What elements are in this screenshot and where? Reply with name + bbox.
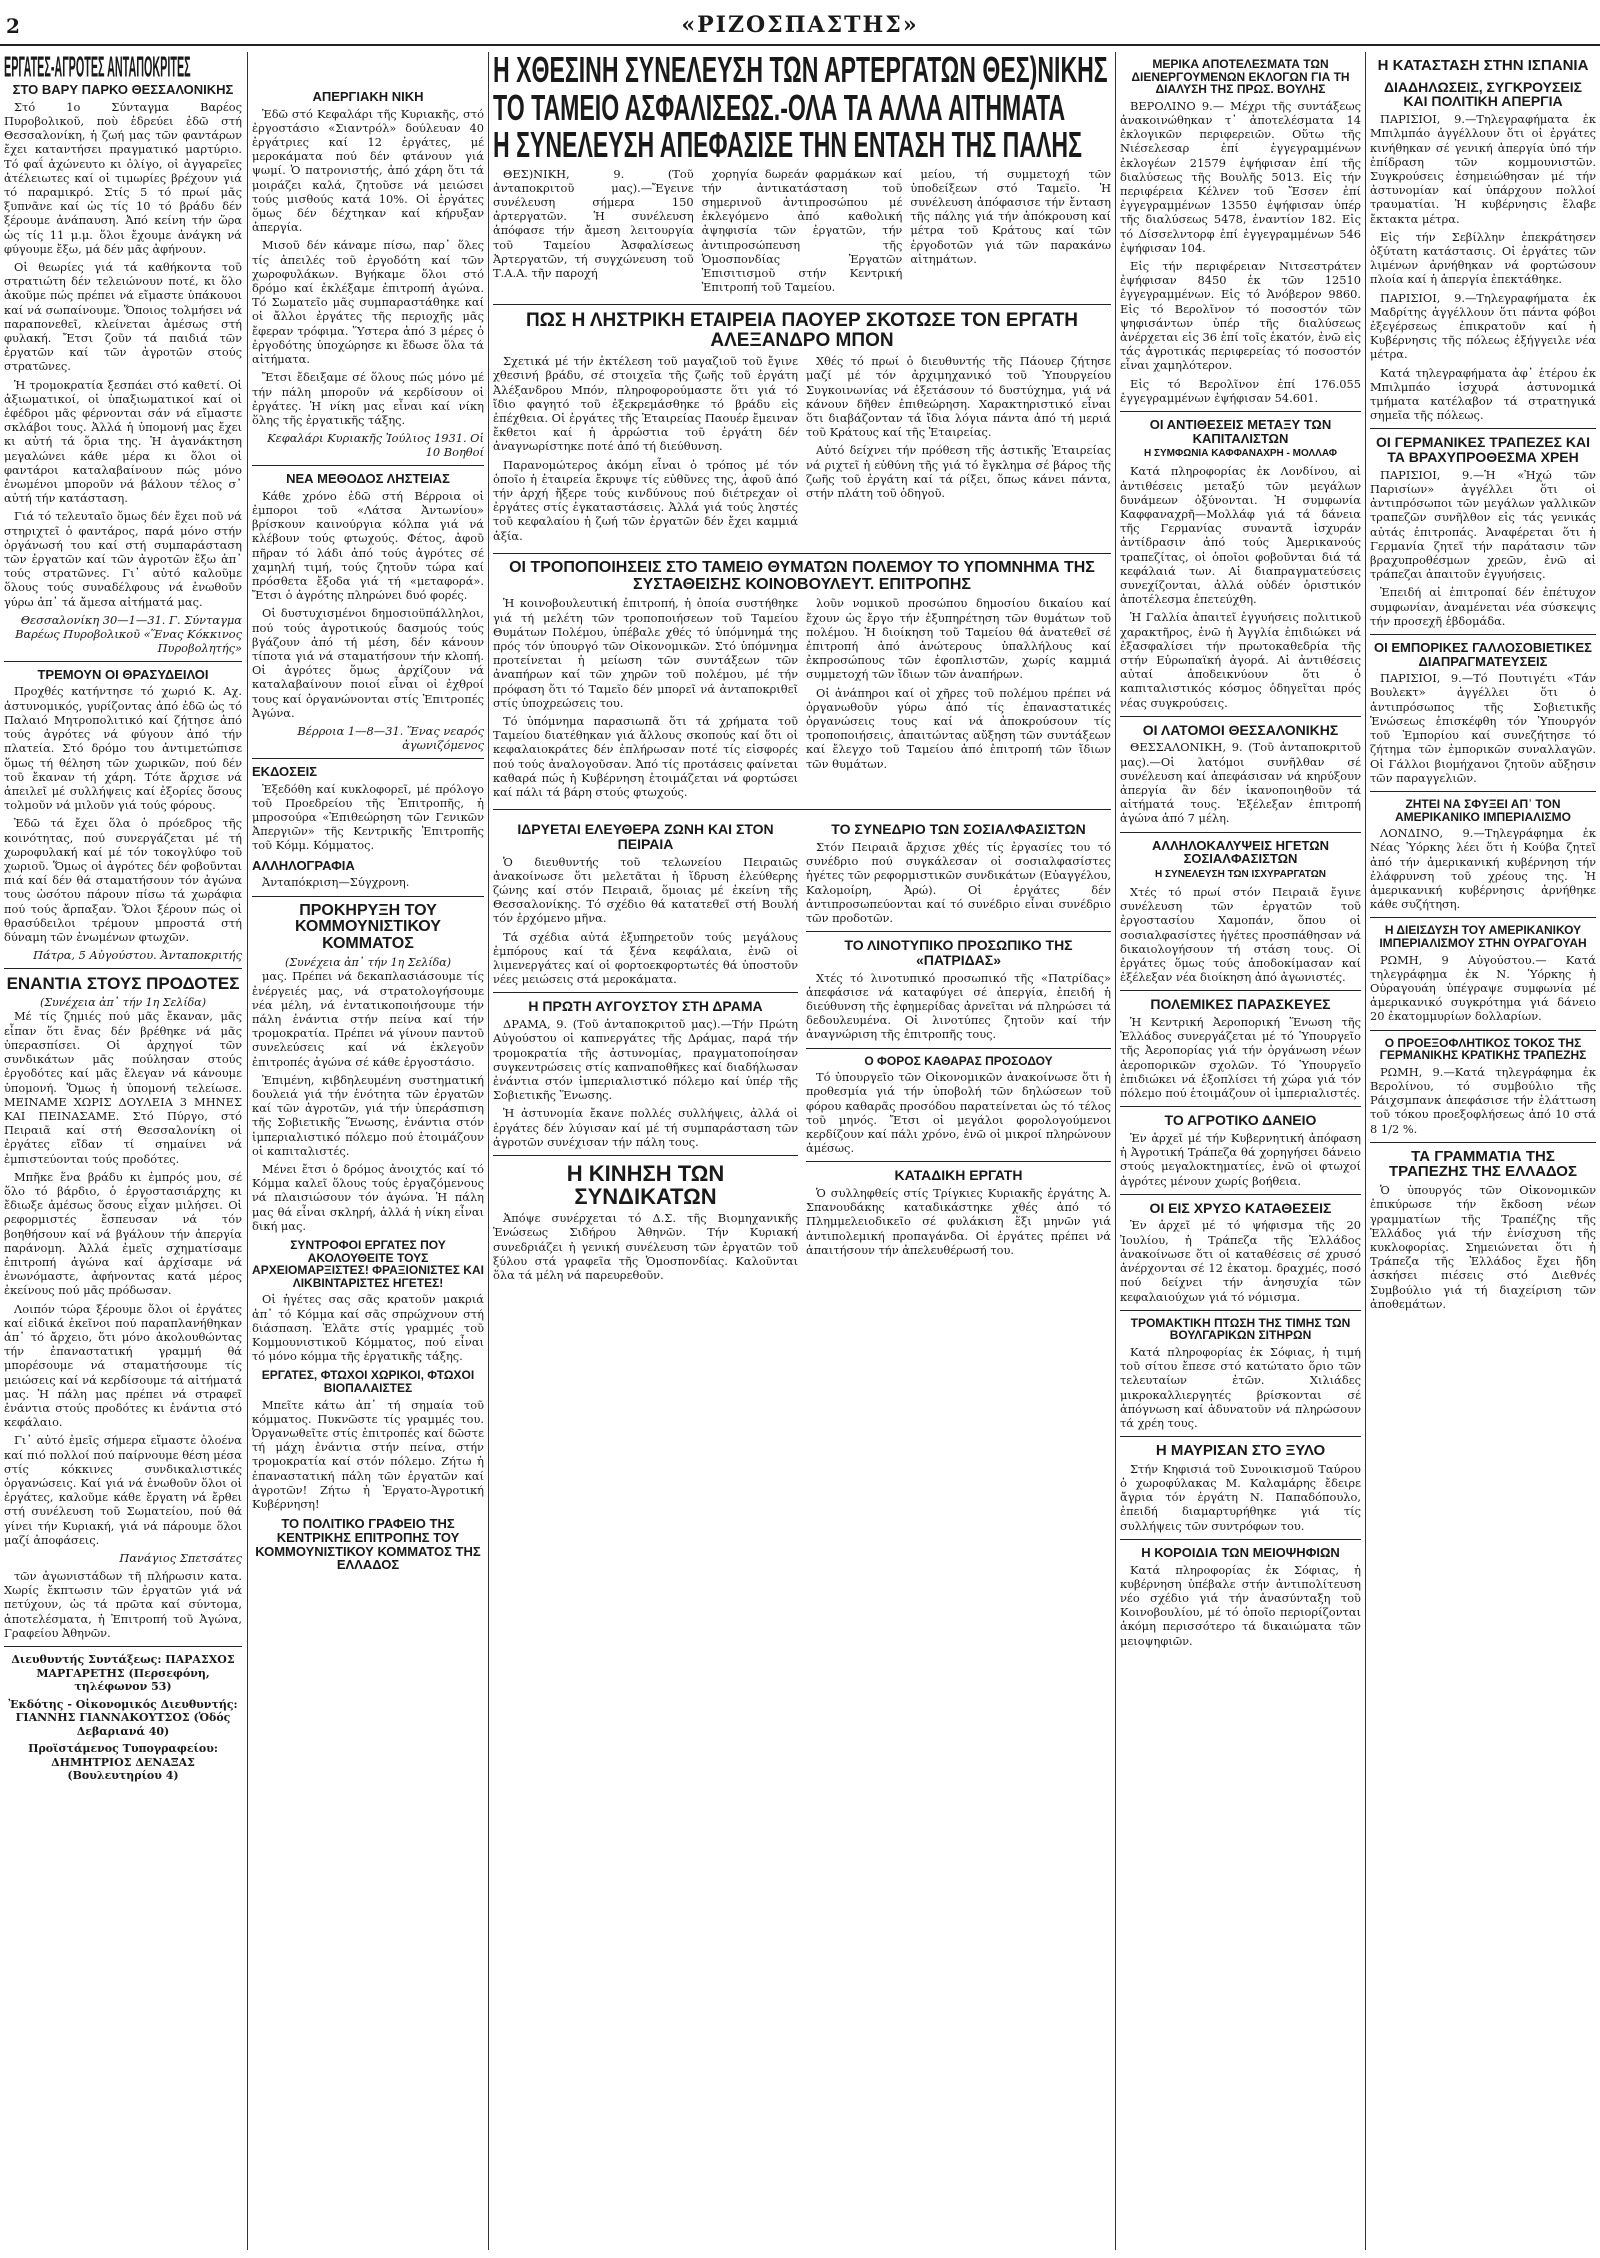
article-headline: ΚΑΤΑΔΙΚΗ ΕΡΓΑΤΗ bbox=[894, 1167, 1023, 1184]
article-text: μείου, τή συμμετοχή τῶν ὑποδείξεων στό Ταμεῖο. Ἡ συνέλευση ἀπόφασισε τήν ἔνταση τῆς πάλης γιά τήν ἀπόκρουση καί μέτρα τοῦ Κράτους καί τῶν ἐργοδοτῶν γιά τῶν παρακάνω αἰτημάτων. bbox=[910, 166, 1111, 266]
article-text: ΡΩΜΗ, 9 Αὐγούστου.— Κατά τηλεγράφημα ἐκ Ν. Ὑόρκης ἡ Οὐραγουάη ὑπέγραψε συμφωνία μέ ἀμερικανικό συγκρότημα γιά δάνειο 20 ἑκατομμυρίων δολλαρίων. bbox=[1370, 952, 1596, 1024]
article-headline: Η ΚΟΡΟΙΔΙΑ ΤΩΝ ΜΕΙΟΨΗΦΙΩΝ bbox=[1141, 1544, 1340, 1560]
page-number: 2 bbox=[6, 14, 20, 38]
article-text: Κατά πληροφορίας ἐκ Λονδίνου, αἱ ἀντιθέσεις μεταξύ τῶν μεγάλων δυνάμεων ὀξύνονται. Ἡ συμφωνία Καφφαναχρῆ—Μολλάφ γιά τά δάνεια τῆς Γερμανίας συναντᾶ ἰσχυράν ἀντίδρασιν ἀπό τούς Ἀμερικανούς τραπεζίτας, οἱ ὁποῖοι φοβοῦνται διά τά κεφάλαιά των. Αἱ διαπραγματεύσεις συνεχίζονται, ἀλλά οὐδέν ὁριστικόν ἀποτέλεσμα ἐπετεύχθη. bbox=[1120, 464, 1361, 607]
article-text: Κατά πληροφορίας ἐκ Σόφιας, ἡ κυβέρνηση ὑπέβαλε στήν ἀντιπολίτευση νέο σχέδιο γιά τήν ἀνασύνταξη τοῦ Κοινοβουλίου, μέ τό ὁποῖο περιορίζονται ἀκόμη περισσότερο τά δικαιώματα τῶν μειοψηφιῶν. bbox=[1120, 1562, 1361, 1648]
article-text: Ἐπειδή αἱ ἐπιτροπαί δέν ἐπέτυχον συμφωνίαν, ἀναμένεται νέα σύσκεψις τήν προσεχῆ ἑβδομάδα. bbox=[1370, 585, 1596, 628]
divider bbox=[806, 931, 1111, 932]
article-headline: ΠΡΟΚΗΡΥΞΗ ΤΟΥ ΚΟΜΜΟΥΝΙΣΤΙΚΟΥ ΚΟΜΜΑΤΟΣ bbox=[295, 901, 441, 953]
divider bbox=[1120, 990, 1361, 991]
article-text: Ἀνταπόκριση—Σύγχρονη. bbox=[262, 875, 410, 890]
article-text: Στήν Κηφισιά τοῦ Συνοικισμοῦ Ταύρου ὁ χωροφύλακας Μ. Καλαμάρης ἔδειρε ἄγρια τόν ἐργάτη Ν. Παπαδόπουλο, ἐπειδή διαμαρτυρήθηκε γιά τίς συλλήψεις τῶν συντρόφων του. bbox=[1120, 1461, 1361, 1533]
article-text: Οἱ ἀνάπηροι καί οἱ χῆρες τοῦ πολέμου πρέπει νά ὀργανωθοῦν γύρω ἀπό τίς ἐπαναστατικές ὀργανώσεις τους καί νά ἀποκρούσουν τίς τροποποιήσεις, ἀπαιτώντας αὔξηση τῶν συντάξεων καί ἔλεγχο τοῦ Ταμείου ἀπό ἐπιτροπή τῶν ἴδιων τῶν θυμάτων. bbox=[806, 685, 1111, 771]
divider bbox=[1120, 716, 1361, 717]
article-text: Χτές τό πρωί στόν Πειραιᾶ ἔγινε συνέλευση τῶν ἐργατῶν τοῦ ἐργοστασίου Χαμοπάν, ὅπου οἱ σοσιαλφασίστες ἡγέτες προσπάθησαν νά δικαιολογήσουν τή στάση τους. Οἱ ἐργάτες ὅμως τούς ἀποδοκίμασαν καί ἐξέλεξαν νέα διοίκηση ἀπό ἀγωνιστές. bbox=[1120, 884, 1361, 985]
divider bbox=[1120, 1436, 1361, 1437]
article-text: ΘΕΣ)ΝΙΚΗ, 9. (Τοῦ ἀνταποκριτοῦ μας).—Ἔγεινε συνέλευση σήμερα 150 ἀρτεργατῶν. Ἡ συνέλευση ἀπόφασε τήν ἄμεση λειτουργία τοῦ Ταμείου Ἀσφαλίσεως Ἀρτεργατῶν, τή συγχώνευση τοῦ Τ.Α.Α. τῆν παροχή bbox=[493, 166, 694, 280]
article-text: Λοιπόν τώρα ξέρουμε ὅλοι οἱ ἐργάτες καί εἰδικά ἐκεῖνοι πού παραπλανήθηκαν ἀπ᾽ τό ἄρχειο, ὅτι μόνο ἀκολουθώντας τήν ἐπαναστατική γραμμή θά μπορέσουμε νά σταματήσουμε τίς μειώσεις καί νά κερδίσουμε τά αἰτήματά μας. Ἡ πάλη μας πρέπει νά στραφεῖ ἐνάντια στούς προδότες κι ἐνάντια στό κεφάλαιο. bbox=[4, 1301, 242, 1430]
article-headline: ΤΟ ΣΥΝΕΔΡΙΟ ΤΩΝ ΣΟΣΙΑΛΦΑΣΙΣΤΩΝ bbox=[831, 821, 1086, 838]
article-headline: ΑΛΛΗΛΟΚΑΛΥΨΕΙΣ ΗΓΕΤΩΝ ΣΟΣΙΑΛΦΑΣΙΣΤΩΝ bbox=[1151, 837, 1330, 867]
article-text: ΛΟΝΔΙΝΟ, 9.—Τηλεγράφημα ἐκ Νέας Ὑόρκης λέει ὅτι ἡ Κούβα ζητεῖ ἀπό τήν ἀμερικανική κυβέρνηση τήν ἐλάφρυνση τοῦ χρέους της. Ἡ ἀμερικανική κυβέρνησις ἀρνήθηκε κάθε συζήτηση. bbox=[1370, 826, 1596, 912]
divider bbox=[493, 992, 798, 993]
article-text: μας. Πρέπει νά δεκαπλασιάσουμε τίς ἐνέργειές μας, νά στρατολογήσουμε νέα μέλη, νά ἐντατικοποιήσουμε τήν πάλη ἐνάντια στήν πείνα καί τήν τρομοκρατία. Πρέπει νά γίνουν παντοῦ συνελεύσεις καί νά ἐκλεγοῦν ἐπιτροπές ἀγώνα σέ κάθε ἐργοστάσιο. bbox=[252, 969, 484, 1069]
article-headline: ΝΕΑ ΜΕΘΟΔΟΣ ΛΗΣΤΕΙΑΣ bbox=[286, 471, 450, 487]
article-text: Αὐτό δείχνει τήν πρόθεση τῆς ἀστικῆς Ἑταιρείας νά ριχτεῖ ἡ εὐθύνη τῆς γιά τό ἔγκλημα σέ βάρος τῆς ζωῆς τοῦ ἐργάτη καί τά ρίξει, ὅπως κάνει πάντα, στήν πλάτη τοῦ ὁδηγοῦ. bbox=[806, 443, 1111, 501]
article-text: Ὁ διευθυντής τοῦ τελωνείου Πειραιῶς ἀνακοίνωσε ὅτι μελετᾶται ἡ ἵδρυση ἐλεύθερης ζώνης καί στόν Πειραιᾶ, ὅμοιας μέ ἐκείνη τῆς Θεσσαλονίκης. Τό σχέδιο θά κατατεθεῖ στή Βουλή τόν ἐρχόμενο μῆνα. bbox=[493, 854, 798, 926]
article-text: ΘΕΣΣΑΛΟΝΙΚΗ, 9. (Τοῦ ἀνταποκριτοῦ μας).—Οἱ λατόμοι συνῆλθαν σέ συνέλευση καί ἀπεφάσισαν νά κηρύξουν ἀπεργία ἂν δέν ἱκανοποιηθοῦν τά αἰτήματά τους. Ἐξέλεξαν ἐπιτροπή ἀγώνα ἀπό 7 μέλη. bbox=[1120, 740, 1361, 826]
article-text: χορηγία δωρεάν φαρμάκων καί τήν ἀντικατάσταση τοῦ σημερινοῦ ἀντιπροσώπου μέ ἐκλεγόμενο ἀπό καθολική ἀψηφισία τῶν ἐργατῶν, τήν ἀντιπροσώπευση τῆς Ὁμοσπονδίας Ἐργατῶν Ἐπισιτισμοῦ στήν Κεντρική Ἐπιτροπή τοῦ Ταμείου. bbox=[701, 166, 903, 295]
article-headline: ΕΡΓΑΤΕΣ, ΦΤΩΧΟΙ ΧΩΡΙΚΟΙ, ΦΤΩΧΟΙ ΒΙΟΠΑΛΑΙΣΤΕΣ bbox=[261, 1368, 475, 1396]
divider bbox=[1120, 1194, 1361, 1195]
article-headline: Η ΜΑΥΡΙΣΑΝ ΣΤΟ ΞΥΛΟ bbox=[1155, 1442, 1326, 1460]
article-text: Χτές τό λινοτυπικό προσωπικό τῆς «Πατρίδας» ἀπεφάσισε νά καταφύγει σέ ἀπεργία, ἐπειδή ἡ διεύθυνση τῆς ἐφημερίδας ἀρνεῖται νά πληρώσει τά δεδουλευμένα. Οἱ λινοτύπες ζητοῦν καί τήν ἀναγνώριση τῆς ἐπιτροπῆς τους. bbox=[806, 970, 1111, 1042]
article-signature: Κεφαλάρι Κυριακῆς Ἰούλιος 1931. Οἱ 10 Βοηθοί bbox=[267, 431, 484, 460]
article-headline: ΖΗΤΕΙ ΝΑ ΣΦΥΞΕΙ ΑΠ᾽ ΤΟΝ ΑΜΕΡΙΚΑΝΙΚΟ ΙΜΠΕΡΙΑΛΙΣΜΟ bbox=[1395, 796, 1571, 824]
divider bbox=[1120, 1106, 1361, 1107]
article-text: Μπῆκε ἕνα βράδυ κι ἐμπρός μου, σέ ὅλο τό βάρδιο, ὁ ἐργοστασιάρχης κι ἔδιωξε ἀμέσως ὅσους εἶχαν μιλήσει. Οἱ ρεφορμιστές ἔσπευσαν νά τόν βοηθήσουν καί νά βγάλουν τήν ἀπεργία παράνομη. Ἀλλά ἐμεῖς σχηματίσαμε ἐπιτροπή ἀγώνα καί ἀρχίσαμε νά ἑνωνόμαστε, ἀφήνοντας κατά μέρος ἐκείνους πού μᾶς πρόδωσαν. bbox=[4, 1169, 242, 1298]
divider bbox=[252, 465, 484, 466]
article-text: Ἔτσι ἔδειξαμε σέ ὅλους πώς μόνο μέ τήν πάλη μποροῦν νά κερδίσουν οἱ ἐργάτες. Ἡ νίκη μας εἶναι καί νίκη ὅλης τῆς ἐργατικῆς τάξης. bbox=[252, 370, 484, 427]
divider bbox=[1370, 428, 1596, 429]
divider bbox=[1370, 634, 1596, 635]
article-text: Ἐν ἀρχεῖ μέ τήν Κυβερνητική ἀπόφαση ἡ Ἀγροτική Τράπεζα θά χορηγήσει δάνειο στούς μεγαλοκτηματίες, ἐνῶ οἱ φτωχοί ἀγρότες μένουν χωρίς βοήθεια. bbox=[1120, 1130, 1361, 1188]
article-headline: ΕΝΑΝΤΙΑ ΣΤΟΥΣ ΠΡΟΔΟΤΕΣ bbox=[6, 974, 240, 994]
article-headline: ΟΙ ΤΡΟΠΟΠΟΙΗΣΕΙΣ ΣΤΟ ΤΑΜΕΙΟ ΘΥΜΑΤΩΝ ΠΟΛΕΜΟΥ ΤΟ ΥΠΟΜΝΗΜΑ ΤΗΣ ΣΥΣΤΑΘΕΙΣΗΣ ΚΟΙΝΟΒΟΥΛΕΥΤ. ΕΠΙΤΡΟΠΗΣ bbox=[509, 558, 1095, 593]
article-headline: ΟΙ ΕΜΠΟΡΙΚΕΣ ΓΑΛΛΟΣΟΒΙΕΤΙΚΕΣ ΔΙΑΠΡΑΓΜΑΤΕΥΣΕΙΣ bbox=[1374, 640, 1592, 669]
divider bbox=[806, 1048, 1111, 1049]
article-subhead: ΔΙΑΔΗΛΩΣΕΙΣ, ΣΥΓΚΡΟΥΣΕΙΣ ΚΑΙ ΠΟΛΙΤΙΚΗ ΑΠΕΡΓΙΑ bbox=[1383, 78, 1583, 110]
divider bbox=[1370, 917, 1596, 918]
article-subhead: (Συνέχεια ἀπ᾽ τήν 1η Σελίδα) bbox=[39, 995, 207, 1009]
article-text: Κατά τηλεγραφήματα ἀφ᾽ ἑτέρου ἐκ Μπιλμπάο ἰσχυρά ἀστυνομικά τμήματα κατέλαβον τά στρατηγικά σημεῖα τῆς πόλεως. bbox=[1370, 365, 1596, 423]
article-text: Οἱ θεωρίες γιά τά καθήκοντα τοῦ στρατιώτη δέν τελειώνουν ποτέ, κι ὅλο ἀκοῦμε πώς πρέπει νά εἴμαστε ὑπάκουοι καί νά σωπαίνουμε. Ὅποιος τολμήσει νά παραπονεθεῖ, κλείνεται ἀμέσως στή φυλακή. Ἔτσι ζοῦν τά παιδιά τῶν ἐργατῶν καί τῶν ἀγροτῶν στούς στρατῶνες. bbox=[4, 259, 242, 374]
article-text: Μισοῦ δέν κάναμε πίσω, παρ᾽ ὅλες τίς ἀπειλές τοῦ ἐργοδότη καί τῶν χωροφυλάκων. Βγήκαμε ὅλοι στό δρόμο καί ἐκλέξαμε ἐπιτροπή ἀγώνα. Τό Σωματεῖο μᾶς συμπαραστάθηκε καί οἱ ἄλλοι ἐργάτες τῆς περιοχῆς μᾶς ἔφεραν τρόφιμα. Ὕστερα ἀπό 3 μέρες ὁ ἐργοδότης ὑποχώρησε κι ἔδωσε ὅλα τά αἰτήματα. bbox=[252, 238, 484, 367]
article-text: Εἰς τήν περιφέρειαν Νιτσεστράτεν ἐψήφισαν 8450 ἐκ τῶν 12510 ἐγγεγραμμένων. Εἰς τό Ἀνόβερον 9860. Εἰς τό Βερολῖνον τό ποσοστόν τῶν ψηφισάντων ὑπέρ τῆς διαλύσεως ἀνέρχεται εἰς 36 ἐπί τοῖς ἑκατόν, ἐνῶ εἰς τάς ἀγροτικάς περιφερείας τό ποσοστόν εἶναι χαμηλότερον. bbox=[1120, 259, 1361, 373]
main-banner-line-3: Η ΣΥΝΕΛΕΥΣΗ ΑΠΕΦΑΣΙΣΕ ΤΗΝ ΕΝΤΑΣΗ ΤΗΣ ΠΑΛΗΣ bbox=[493, 125, 1082, 166]
article-headline: ΑΛΛΗΛΟΓΡΑΦΙΑ bbox=[252, 857, 355, 873]
article-text: Μέ τίς ζημιές πού μᾶς ἔκαναν, μᾶς εἶπαν ὅτι ἔνας δέν βρέθηκε νά μᾶς ὑπερασπίσει. Οἱ ἀρχηγοί τῶν συνδικάτων μᾶς πούλησαν στούς ἐργοδότες καί μᾶς ἔλεγαν νά κάνουμε ὑπομονή. Ὅμως ἡ ὑπομονή τελείωσε. ΜΕΙΝΑΜΕ ΧΩΡΙΣ ΔΟΥΛΕΙΑ 3 ΜΗΝΕΣ ΚΑΙ ΠΕΙΝΑΣΑΜΕ. Στό Πύργο, στό Πειραιᾶ καί στή Θεσσαλονίκη οἱ ἐργάτες εἴδαν τί σημαίνει νά ἐμπιστεύονται τούς προδότες. bbox=[4, 1009, 242, 1166]
article-text: Τό ὑπουργεῖο τῶν Οἰκονομικῶν ἀνακοίνωσε ὅτι ἡ προθεσμία γιά τήν ὑποβολή τῶν δηλώσεων τοῦ φόρου καθαρᾶς προσόδου παρατείνεται ὡς τό τέλος τοῦ μηνός. Ἔτσι οἱ μεγάλοι φορολογούμενοι κερδίζουν καί πάλι χρόνο, ἐνῶ οἱ μικροί πληρώνουν ἀμέσως. bbox=[806, 1070, 1111, 1156]
article-headline: ΤΡΟΜΑΚΤΙΚΗ ΠΤΩΣΗ ΤΗΣ ΤΙΜΗΣ ΤΩΝ ΒΟΥΛΓΑΡΙΚΩΝ ΣΙΤΗΡΩΝ bbox=[1130, 1315, 1351, 1343]
divider bbox=[252, 758, 484, 759]
article-text: ΠΑΡΙΣΙΟΙ, 9.—Τηλεγραφήματα ἐκ Μαδρίτης ἀγγέλλουν ὅτι πάντα φόβοι ἐξεγέρσεως ἐπικρατοῦν καί ἡ Κυβέρνησις τῆς πόλεως ἐξήγγειλε νέα μέτρα. bbox=[1370, 290, 1596, 362]
column-2 bbox=[252, 52, 484, 2250]
column-rule bbox=[488, 52, 489, 2250]
divider bbox=[1370, 1030, 1596, 1031]
article-text: Ὁ συλληφθείς στίς Τρίγκιες Κυριακῆς ἐργάτης Ἀ. Σπανουδάκης καταδικάστηκε χθές ἀπό τό Πλημμελειοδικεῖο σέ φυλάκιση ἕξι μηνῶν γιά ἀντιπολεμική προπαγάνδα. Οἱ ἐργάτες πρέπει νά ἀπαιτήσουν τήν ἀπελευθέρωσή του. bbox=[806, 1186, 1111, 1257]
article-text: Ἐν ἀρχεῖ μέ τό ψήφισμα τῆς 20 Ἰουλίου, ἡ Τράπεζα τῆς Ἑλλάδος ἀνακοίνωσε ὅτι οἱ καταθέσεις σέ χρυσό ἀνέρχονται σέ 12 ἑκατομ. δραχμές, ποσό πού δείχνει τήν ἀνησυχία τῶν κεφαλαιούχων γιά τό νόμισμα. bbox=[1120, 1218, 1361, 1304]
article-headline: ΟΙ ΛΑΤΟΜΟΙ ΘΕΣΣΑΛΟΝΙΚΗΣ bbox=[1142, 721, 1339, 738]
article-headline: ΠΟΛΕΜΙΚΕΣ ΠΑΡΑΣΚΕΥΕΣ bbox=[1150, 996, 1331, 1013]
article-subhead: Η ΣΥΝΕΛΕΥΣΗ ΤΩΝ ΙΣΧΥΡΑΡΓΑΤΩΝ bbox=[1155, 868, 1326, 880]
article-signature: Πάτρα, 5 Αὐγούστου. Ἀνταποκριτής bbox=[33, 948, 242, 963]
article-text: Ὁ ὑπουργός τῶν Οἰκονομικῶν ἐπικύρωσε τήν ἔκδοση νέων γραμματίων τῆς Τραπέζης τῆς Ἑλλάδος γιά τήν ἐνίσχυση τῆς κυκλοφορίας. Σημειώνεται ὅτι ἡ Τράπεζα τῆς Ἑλλάδος ἔχει ἤδη ἀσκήσει πιέσεις στό Διεθνές Συμβούλιο γιά τή διαχείριση τῶν ἀποθεμάτων. bbox=[1370, 1183, 1596, 1311]
article-text: Γιά τό τελευταῖο ὅμως δέν ἔχει ποῦ νά στηριχτεῖ ὁ φαντάρος, παρά μόνο στήν ὀργάνωσή του καί στή συμπαράσταση τῶν ἐργατῶν καί τῶν ἀγροτῶν ἔξω ἀπ᾽ τούς στρατῶνες. Γι᾽ αὐτό καλοῦμε ὅλους τούς συναδέλφους νά ἑνωθοῦν γύρω ἀπ᾽ τά ἄμεσα αἰτήματά μας. bbox=[4, 509, 242, 609]
divider bbox=[493, 1155, 798, 1156]
divider bbox=[1120, 1539, 1361, 1540]
article-text: ΠΑΡΙΣΙΟΙ, 9.—Ἡ «Ἠχώ τῶν Παρισίων» ἀγγέλλει ὅτι οἱ ἀντιπρόσωποι τῶν μεγάλων γαλλικῶν τραπεζῶν συνῆλθον εἰς τάς γενικάς αὐτάς ἐπιτροπάς. Ἀναφέρεται ὅτι ἡ Γερμανία ζητεῖ τήν παράτασιν τῶν βραχυπροθέσμων χρεῶν, ἐνῶ αἱ τράπεζαι ἀπαιτοῦν ἐγγυήσεις. bbox=[1370, 467, 1596, 582]
article-text: Κατά πληροφορίας ἐκ Σόφιας, ἡ τιμή τοῦ σίτου ἔπεσε στό κατώτατο ὅριο τῶν τελευταίων ἐτῶν. Χιλιάδες μικροκαλλιεργητές βρίσκονται σέ ἀπόγνωση καί ἀδυνατοῦν νά πληρώσουν τά χρέη τους. bbox=[1120, 1344, 1361, 1430]
article-headline: ΣΥΝΤΡΟΦΟΙ ΕΡΓΑΤΕΣ ΠΟΥ ΑΚΟΛΟΥΘΕΙΤΕ ΤΟΥΣ ΑΡΧΕΙΟΜΑΡΞΙΣΤΕΣ! ΦΡΑΞΙΟΝΙΣΤΕΣ ΚΑΙ ΛΙΚΒΙΝΤΑΡΙΣΤΕΣ ΗΓΕΤΕΣ! bbox=[252, 1238, 484, 1290]
article-headline: ΟΙ ΑΝΤΙΘΕΣΕΙΣ ΜΕΤΑΞΥ ΤΩΝ ΚΑΠΙΤΑΛΙΣΤΩΝ bbox=[1149, 417, 1332, 446]
article-text: Ἀπόψε συνέρχεται τό Δ.Σ. τῆς Βιομηχανικῆς Ἑνώσεως Σιδήρου Ἀθηνῶν. Τήν Κυριακή συνεδριάζει ἡ γενική συνέλευση τῶν ἐργατῶν τοῦ ξύλου στά γραφεῖα τῆς Ὁμοσπονδίας. Καλοῦνται ὅλα τά μέλη νά παρευρεθοῦν. bbox=[493, 1211, 798, 1282]
article-text: ΠΑΡΙΣΙΟΙ, 9.—Τηλεγραφήματα ἐκ Μπιλμπάο ἀγγέλλουν ὅτι οἱ ἐργάτες κινήθηκαν σέ γενική ἀπεργία ὑπό τήν ἐπίδραση τῶν κομμουνιστῶν. Συγκρούσεις ἐσημειώθησαν μέ τήν ἀστυνομίαν καί ὑπάρχουν πολλοί τραυματίαι. Ἡ κυβέρνησις ἔλαβε ἔκτακτα μέτρα. bbox=[1370, 112, 1596, 226]
article-text: Ἐξεδόθη καί κυκλοφορεῖ, μέ πρόλογο τοῦ Προεδρείου τῆς Ἐπιτροπῆς, ἡ μπροσούρα «Ἐπιθεώρηση τῶν Γενικῶν Ἀπεργιῶν» τῆς Κεντρικῆς Ἐπιτροπῆς τοῦ Κόμμ. Κόμματος. bbox=[252, 781, 484, 853]
article-text: Χθές τό πρωί ὁ διευθυντής τῆς Πάουερ ζήτησε μαζί μέ τόν ἀρχιμηχανικό τοῦ Ὑπουργείου Συγκοινωνίας νά ἐξετάσουν τό δυστύχημα, γιά νά κάνουν δῆθεν ἐπιθεώρηση. Χαρακτηριστικό εἶναι ὅτι διαβάζονταν τά ἴδια λόγια πάντα ἀπό τή μεριά τοῦ Κράτους καί τῆς Ἑταιρείας. bbox=[806, 354, 1111, 440]
imprint-publisher: Ἐκδότης - Οἰκονομικός Διευθυντής: ΓΙΑΝΝΗΣ ΓΙΑΝΝΑΚΟΥΤΣΟΣ (Ὁδός Δεβαριανά 40) bbox=[8, 1697, 238, 1738]
article-signature: Βέρροια 1—8—31. Ἕνας νεαρός ἀγωνιζόμενος bbox=[297, 724, 484, 752]
article-text: Ἡ ἀστυνομία ἔκανε πολλές συλλήψεις, ἀλλά οἱ ἐργάτες δέν λύγισαν καί μέ τή συμπαράσταση τῶν ἀγροτῶν συνέχισαν τήν πάλη τους. bbox=[493, 1106, 798, 1149]
article-headline: ΤΡΕΜΟΥΝ ΟΙ ΘΡΑΣΥΔΕΙΛΟΙ bbox=[37, 666, 209, 682]
article-signature: Πανάγιος Σπετσάτες bbox=[119, 1551, 242, 1565]
article-headline: ΣΤΟ ΒΑΡΥ ΠΑΡΚΟ ΘΕΣΣΑΛΟΝΙΚΗΣ bbox=[12, 82, 234, 98]
article-text: Τά σχέδια αὐτά ἐξυπηρετοῦν τούς μεγάλους ἐμπόρους καί τά ξένα κεφάλαια, ἐνῶ οἱ λιμενεργάτες καί οἱ φορτοεκφορτωτές θά ὑποστοῦν νέες μειώσεις στά μεροκάματα. bbox=[493, 929, 798, 987]
article-text: τῶν ἀγωνιστάδων τῆ πλήρωσιν κατα. Χωρίς ἔκπτωσιν τῶν ἐργατῶν γιά νά πετύχουν, ὡς τά πρῶτα καί σύντομα, ἀποτελέσματα, ἡ Ἐπιτροπή τοῦ Ἀγώνα, Γραφείου Ἀθηνῶν. bbox=[4, 1569, 242, 1640]
article-text: Οἱ δυστυχισμένοι δημοσιοϋπάλληλοι, πού τούς ἀγροτικούς δασμούς τούς βγάζουν ἀπό τή μέση, δέν κάνουν τίποτα γιά νά σταματήσουν τήν κλοπή. Οἱ ἀγρότες ὅμως ἀρχίζουν νά καταλαβαίνουν ποιοί εἶναι οἱ ἐχθροί τους καί ὀργανώνονται στίς Ἐπιτροπές Ἀγώνα. bbox=[252, 606, 484, 720]
divider bbox=[1120, 1310, 1361, 1311]
article-text: ΠΑΡΙΣΙΟΙ, 9.—Τό Πουτιγέτι «Τάν Βουλεκτ» ἀγγέλλει ὅτι ὁ ἀντιπρόσωπος τῆς Σοβιετικῆς Ἑνώσεως ἐπισκέφθη τόν Ὑπουργόν τοῦ Ἐμπορίου καί συνεζήτησε τό ζήτημα τῶν ἐμπορικῶν συναλλαγῶν. Οἱ Γάλλοι βιομήχανοι ζητοῦν αὔξησιν τῶν παραγγελιῶν. bbox=[1370, 671, 1596, 785]
article-text: Ἐπιμένη, κιβδηλευμένη συστηματική δουλειά γιά τήν ἑνότητα τῶν ἐργατῶν καί τῶν ἀγροτῶν, γιά τήν ὑπεράσπιση τῆς Σοβιετικῆς Ἕνωσης, ἐνάντια στόν ἰμπεριαλιστικό πόλεμο πού ἑτοιμάζουν οἱ καπιταλιστές. bbox=[252, 1072, 484, 1158]
article-text: Σχετικά μέ τήν ἐκτέλεση τοῦ μαγαζιοῦ τοῦ ἔγινε χθεσινή βράδυ, σέ στοιχεῖα τῆς ζωῆς τοῦ ἐργάτη Ἀλέξανδρου Μπόν, πληροφορούμαστε ὅτι γιά τό ἴδιο φαγητό τοῦ ἐξεκρεμάσθηκε τό βράδυ εἰς ἐπέχθεια. Οἱ ἐργάτες τῆς Ἑταιρείας Παουέρ ἔμειναν ἔκθετοι καί ἡ ἀρρώστια τοῦ ἐργάτη δέν ἀναγνωρίστηκε ποτέ ἀπό τή διεύθυνση. bbox=[493, 354, 798, 454]
divider bbox=[1370, 791, 1596, 792]
article-text: Στόν Πειραιᾶ ἄρχισε χθές τίς ἐργασίες του τό συνέδριο πού συγκάλεσαν οἱ σοσιαλφασίστες ἡγέτες τῶν ρεφορμιστικῶν συνδικάτων (Εὐαγγέλου, Καλομοίρη, Ἀρώ). Οἱ ἐργάτες δέν ἀντιπροσωπεύονται καί τό συνέδριο εἶναι συνέδριο τῶν προδοτῶν. bbox=[806, 839, 1111, 925]
divider bbox=[493, 304, 1111, 305]
article-body bbox=[493, 596, 1111, 803]
column-rule bbox=[1365, 52, 1366, 2250]
article-headline: Η ΚΙΝΗΣΗ ΤΩΝ ΣΥΝΔΙΚΑΤΩΝ bbox=[566, 1161, 725, 1210]
article-text: ΔΡΑΜΑ, 9. (Τοῦ ἀνταποκριτοῦ μας).—Τήν Πρώτη Αὐγούστου οἱ καπνεργάτες τῆς Δράμας, παρά τήν τρομοκρατία τῆς ἀστυνομίας, πραγματοποίησαν συγκεντρώσεις στίς καπναποθῆκες καί διαδήλωσαν ἐνάντια στόν ἰμπεριαλιστικό πόλεμο καί ὑπέρ τῆς Σοβιετικῆς Ἕνωσης. bbox=[493, 1017, 798, 1103]
article-headline: Η ΚΑΤΑΣΤΑΣΗ ΣΤΗΝ ΙΣΠΑΝΙΑ bbox=[1377, 57, 1589, 74]
article-headline: Η ΔΙΕΙΣΔΥΣΗ ΤΟΥ ΑΜΕΡΙΚΑΝΙΚΟΥ ΙΜΠΕΡΙΑΛΙΣΜΟΥ ΣΤΗΝ ΟΥΡΑΓΟΥΑΗ bbox=[1379, 923, 1587, 950]
article-text: Μπεῖτε κάτω ἀπ᾽ τή σημαία τοῦ κόμματος. Πυκνῶστε τίς γραμμές του. Ὀργανωθεῖτε στίς ἐπιτροπές καί δῶστε τή μάχη ἐνάντια στήν πείνα, στήν τρομοκρατία καί στόν πόλεμο. Ζήτω ἡ ἐπαναστατική πάλη τῶν ἐργατῶν καί ἀγροτῶν! Ζήτω ἡ Ἐργατο-Ἀγροτική Κυβέρνηση! bbox=[252, 1397, 484, 1512]
imprint-printer: Προϊστάμενος Τυπογραφείου: ΔΗΜΗΤΡΙΟΣ ΔΕΝΑΞΑΣ (Βουλευτηρίου 4) bbox=[28, 1742, 218, 1783]
article-text: Ἡ Κεντρική Ἀεροπορική Ἕνωση τῆς Ἑλλάδος συνεργάζεται μέ τό Ὑπουργεῖο τῆς Ἀεροπορίας γιά τήν ὀργάνωση νέων ἀεροπορικῶν σχολῶν. Τό Ὑπουργεῖο ἐπιδιώκει νά ἐξοπλίσει τή χώρα γιά τόν πόλεμο πού ἑτοιμάζουν οἱ ἰμπεριαλιστές. bbox=[1120, 1015, 1361, 1101]
divider bbox=[1120, 832, 1361, 833]
article-text: Γι᾽ αὐτό ἐμεῖς σήμερα εἴμαστε ὁλοένα καί πιό πολλοί πού παίρνουμε θέση μέσα στίς κόκκινες συνδικαλιστικές ὀργανώσεις. Καί γιά νά ἑνωθοῦν ὅλοι οἱ ἐργάτες, καλοῦμε κάθε ἔργατη νά ἔρθει στή συνέλευση τοῦ Σωματείου, πού θά γίνει τήν Κυριακή, γιά νά πάρουμε ὅλοι μαζί ἀποφάσεις. bbox=[4, 1433, 242, 1547]
divider bbox=[252, 896, 484, 897]
masthead bbox=[0, 0, 1600, 46]
article-text: Εἰς τήν Σεβίλλην ἐπεκράτησεν ὀξύτατη κατάστασις. Οἱ ἐργάτες τῶν λιμένων ἀρνήθηκαν νά φορτώσουν πλοία καί ἡ ἀπεργία ἐπεκτάθηκε. bbox=[1370, 229, 1596, 287]
divider bbox=[493, 553, 1111, 554]
article-headline: ΤΑ ΓΡΑΜΜΑΤΙΑ ΤΗΣ ΤΡΑΠΕΖΗΣ ΤΗΣ ΕΛΛΑΔΟΣ bbox=[1389, 1147, 1577, 1181]
imprint-editor: Διευθυντής Συντάξεως: ΠΑΡΑΣΧΟΣ ΜΑΡΓΑΡΕΤΗΣ (Περσεφόνη, τηλέφωνον 53) bbox=[11, 1653, 235, 1694]
section-banner: ΕΡΓΑΤΕΣ-ΑΓΡΟΤΕΣ ΑΝΤΑΠΟΚΡΙΤΕΣ bbox=[4, 52, 191, 84]
main-banner-line-1: Η ΧΘΕΣΙΝΗ ΣΥΝΕΛΕΥΣΗ ΤΩΝ ΑΡΤΕΡΓΑΤΩΝ ΘΕΣ)ΝΙΚΗΣ bbox=[493, 52, 1108, 91]
divider bbox=[1370, 1142, 1596, 1143]
article-text: Εἰς τό Βερολῖνον ἐπί 176.055 ἐγγεγραμμένων ἐψήφισαν 54.601. bbox=[1120, 376, 1361, 405]
article-headline: ΟΙ ΕΙΣ ΧΡΥΣΟ ΚΑΤΑΘΕΣΕΙΣ bbox=[1149, 1199, 1332, 1216]
article-subhead: (Συνέχεια ἀπ᾽ τήν 1η Σελίδα) bbox=[284, 955, 452, 969]
article-text: Ἡ τρομοκρατία ξεσπάει στό καθετί. Οἱ ἀξιωματικοί, οἱ ὑπαξιωματικοί καί οἱ ἐφέδροι μᾶς φέρνονται σάν νά εἴμαστε σκλάβοι τους. Ἀλλά ἡ ὑπομονή μας ἔχει κι αὐτή τά ὅρια της. Ἡ ἀγανάκτηση μεγαλώνει κάθε μέρα κι ὅλοι οἱ φαντάροι καταλαβαίνουν πώς μόνο ἑνωμένοι μποροῦν νά βάλουν τέλος σ᾽ αὐτή τήν κατάσταση. bbox=[4, 377, 242, 506]
article-signature: ΤΟ ΠΟΛΙΤΙΚΟ ΓΡΑΦΕΙΟ ΤΗΣ ΚΕΝΤΡΙΚΗΣ ΕΠΙΤΡΟΠΗΣ ΤΟΥ ΚΟΜΜΟΥΝΙΣΤΙΚΟΥ ΚΟΜΜΑΤΟΣ ΤΗΣ ΕΛΛΑΔΟΣ bbox=[255, 1516, 481, 1573]
column-7 bbox=[1370, 52, 1596, 2250]
article-text: ΒΕΡΟΛΙΝΟ 9.— Μέχρι τῆς συντάξεως ἀνακοινώθηκαν τ᾽ ἀποτελέσματα 14 ἐκλογικῶν περιφερειῶν. Οὕτω τῆς Νιέσελεσαρ ἐπί ἐγγεγραμμένων ἐκλογέων 21579 ἐψήφισαν ἐπί τῆς διαλύσεως τῆς Βουλῆς 5013. Εἰς τήν περιφέρεια Κέλνεν τοῦ Ἔσσεν ἐπί ἐγγεγραμμένων 13550 ἐψήφισαν ὑπέρ τῆς διαλύσεως 5478, ἐναντίον 182. Εἰς τό Δίσσελντορφ ἐπί ἐγγεγραμμένων 546 ἐψήφισαν 104. bbox=[1120, 98, 1361, 255]
middle-section bbox=[493, 52, 1111, 2250]
article-headline: Ο ΦΟΡΟΣ ΚΑΘΑΡΑΣ ΠΡΟΣΟΔΟΥ bbox=[864, 1053, 1053, 1068]
article-headline: ΜΕΡΙΚΑ ΑΠΟΤΕΛΕΣΜΑΤΑ ΤΩΝ ΔΙΕΝΕΡΓΟΥΜΕΝΩΝ ΕΚΛΟΓΩΝ ΓΙΑ ΤΗ ΔΙΑΛΥΣΗ ΤΗΣ ΠΡΩΣ. ΒΟΥΛΗΣ bbox=[1131, 57, 1350, 97]
article-headline: ΤΟ ΛΙΝΟΤΥΠΙΚΟ ΠΡΟΣΩΠΙΚΟ ΤΗΣ «ΠΑΤΡΙΔΑΣ» bbox=[844, 937, 1073, 968]
article-text: Παρανομώτερος ἀκόμη εἶναι ὁ τρόπος μέ τόν ὁποῖο ἡ ἑταιρεία ἔκρυψε τίς εὐθῦνες της, ἀφοῦ ἀπό τήν ἀρχή ἤξερε τούς κινδύνους πού διέτρεχαν οἱ ἐργάτες στίς ἐγκαταστάσεις. Ἀλλά γιά τούς ληστές τοῦ κεφαλαίου ἡ ζωή τῶν ἐργατῶν δέν ἔχει καμμιά ἀξία. bbox=[493, 457, 798, 543]
article-text: ΡΩΜΗ, 9.—Κατά τηλεγράφημα ἐκ Βερολίνου, τό συμβούλιο τῆς Ράιχσμπανκ ἀπεφάσισε τήν ἐλάττωση τοῦ τόκου προεξοφλήσεως ἀπό 10 στά 8 1/2 %. bbox=[1370, 1064, 1596, 1136]
main-banner-line-2: ΤΟ ΤΑΜΕΙΟ ΑΣΦΑΛΙΣΕΩΣ.-ΟΛΑ ΤΑ ΑΛΛΑ ΑΙΤΗΜΑΤΑ bbox=[493, 88, 1066, 128]
newspaper-title: «ΡΙΖΟΣΠΑΣΤΗΣ» bbox=[681, 12, 919, 38]
divider bbox=[4, 968, 242, 969]
article-text: Στό 1ο Σύνταγμα Βαρέος Πυροβολικοῦ, ποὺ ἑδρεύει ἐδῶ στή Θεσσαλονίκη, ἡ ζωή μας τῶν φαντάρων ἔχει καταντήσει πραγματικό μαρτύριο. Τό φαΐ ἀχώνευτο κι ὀλίγο, οἱ ἀγγαρεῖες ἀτέλειωτες καί οἱ τιμωρίες βρέχουν γιά τό παραμικρό. Στίς 5 τό πρωί μᾶς ξυπνᾶνε καί ὡς τίς 10 τό βράδυ δέν ξέρουμε ἀνάπαυση. Ἀπό κείνη τήν ὥρα ὡς τίς 11 μ.μ. ὅλοι ἔχουμε ἀνάγκη νά φύγουμε ἔξω, μά δέν μᾶς ἀφήνουν. bbox=[4, 99, 242, 256]
column-6 bbox=[1120, 52, 1361, 2250]
article-headline: ΤΟ ΑΓΡΟΤΙΚΟ ΔΑΝΕΙΟ bbox=[1164, 1112, 1317, 1129]
article-text: Κάθε χρόνο ἐδῶ στή Βέρροια οἱ ἐμποροι τοῦ «Λάτσα Ἀντωνίου» βρίσκουν καινούργια κόλπα γιά νά κλέβουν τούς φτωχούς. Φέτος, ἀφοῦ πῆραν τό λάδι ἀπό τούς ἀγρότες σέ χαμηλή τιμή, τούς ζητοῦν τώρα καί πρόσθετα ἔξοδα γιά τή «μεταφορά». Ἔτσι ὁ ἀγρότης πληρώνει δυό φορές. bbox=[252, 488, 484, 603]
column-1 bbox=[4, 52, 242, 2250]
article-text: Ἡ κοινοβουλευτική ἐπιτροπή, ἡ ὁποία συστήθηκε γιά τή μελέτη τῶν τροποποιήσεων τοῦ Ταμείου Θυμάτων Πολέμου, ὑπέβαλε χθές τό ὑπόμνημά της πρός τόν ὑπουργό τῶν Οἰκονομικῶν. Στό ὑπόμνημα προτείνεται ἡ μείωση τῶν συντάξεων τῶν ἀναπήρων καί τῶν χηρῶν τοῦ πολέμου, μέ τήν πρόφαση ὅτι τό Ταμεῖο δέν μπορεῖ νά ἀνταποκριθεῖ στίς ὑποχρεώσεις του. bbox=[493, 596, 798, 710]
divider bbox=[1120, 411, 1361, 412]
lower-columns bbox=[493, 816, 1111, 1286]
article-body bbox=[493, 354, 1111, 547]
article-signature: Θεσσαλονίκη 30—1—31. Γ. Σύνταγμα Βαρέως Πυροβολικοῦ «Ἕνας Κόκκινος Πυροβολητής» bbox=[15, 612, 242, 655]
article-text: Ἐδῶ στό Κεφαλάρι τῆς Κυριακῆς, στό ἐργοστάσιο «Σιαντρόλ» δούλευαν 40 ἐργάτριες καί 12 ἐργάτες, μέ μεροκάματα πού δέν φτάνουν γιά ψωμί. Ὁ πατρονιστής, ἀπό χάρη ὅτι τά μοιράζει καλά, ζητοῦσε νά μειώσει τούς μισθούς κατά 10%. Οἱ ἐργάτες ὅμως δέν δέχτηκαν καί κήρυξαν ἀπεργία. bbox=[252, 106, 484, 235]
article-text: Μένει ἔτσι ὁ δρόμος ἀνοιχτός καί τό Κόμμα καλεῖ ὅλους τούς ἐργαζόμενους νά πλαισιώσουν τόν ἀγώνα. Ἡ πάλη μας θά εἶναι σκληρή, ἀλλά ἡ νίκη εἶναι δική μας. bbox=[252, 1162, 484, 1233]
article-text: Ἡ Γαλλία ἀπαιτεῖ ἐγγυήσεις πολιτικοῦ χαρακτῆρος, ἐνῶ ἡ Ἀγγλία ἐπιδιώκει νά ἐξασφαλίσει τήν πρωτοκαθεδρία τῆς στήν Εὐρωπαϊκή ἀγορά. Αἱ ἀντιθέσεις αὐταί ἀποδεικνύουν ὅτι ὁ καπιταλιστικός κόσμος ὁδηγεῖται πρός νέας συγκρούσεις. bbox=[1120, 610, 1361, 710]
divider bbox=[806, 1161, 1111, 1162]
divider bbox=[4, 1646, 242, 1647]
article-text: Τό ὑπόμνημα παρασιωπᾶ ὅτι τά χρήματα τοῦ Ταμείου διατέθηκαν γιά ἄλλους σκοπούς καί ὅτι οἱ κεφαλαιοκράτες δέν ἐπλήρωσαν ποτέ τίς εἰσφορές πού τούς ἀναλογοῦσαν. Ἀπό τίς προτάσεις φαίνεται καθαρά πώς ἡ Κυβέρνηση ἑτοιμάζεται νά φορτώσει καί πάλι τά βάρη στούς φτωχούς. bbox=[493, 714, 798, 800]
article-text: λοῦν νομικοῦ προσώπου δημοσίου δικαίου καί ἔχουν ὡς ἔργο τήν ἐξυπηρέτηση τῶν θυμάτων τοῦ πολέμου. Ἡ διοίκηση τοῦ Ταμείου θά ἀνατεθεῖ σέ ἐπιτροπή ἀπό ἀνώτερους ὑπαλλήλους καί ἐκπροσώπους τῶν ἐφοπλιστῶν, χωρίς καμμιά συμμετοχή τῶν ἴδιων τῶν ἀναπήρων. bbox=[806, 596, 1111, 682]
article-headline: ΟΙ ΓΕΡΜΑΝΙΚΕΣ ΤΡΑΠΕΖΕΣ ΚΑΙ ΤΑ ΒΡΑΧΥΠΡΟΘΕΣΜΑ ΧΡΕΗ bbox=[1376, 434, 1590, 466]
article-headline: Ο ΠΡΟΕΞΟΦΛΗΤΙΚΟΣ ΤΟΚΟΣ ΤΗΣ ΓΕΡΜΑΝΙΚΗΣ ΚΡΑΤΙΚΗΣ ΤΡΑΠΕΖΗΣ bbox=[1379, 1035, 1587, 1063]
divider bbox=[493, 809, 1111, 810]
lead-article bbox=[493, 167, 1111, 299]
article-headline: ΑΠΕΡΓΙΑΚΗ ΝΙΚΗ bbox=[312, 89, 424, 104]
article-headline: ΕΚΔΟΣΕΙΣ bbox=[252, 764, 318, 779]
article-headline: ΙΔΡΥΕΤΑΙ ΕΛΕΥΘΕΡΑ ΖΩΝΗ ΚΑΙ ΣΤΟΝ ΠΕΙΡΑΙΑ bbox=[517, 821, 774, 852]
article-text: Προχθές κατήντησε τό χωριό Κ. Αχ. ἀστυνομικός, γυρίζοντας ἀπό ἐδῶ ὡς τό Παλαιό Μητροπολιτικό καί ζήτησε ἀπό τούς ἀγρότες νά φύγουν ἀπό τήν πλατεία. Στό δρόμο του ἀντιμετώπισε ὅμως τή θέληση τῶν χωρικῶν, πού δέν τοῦ ἔκαναν τή χάρη. Τότε ἄρχισε νά ἀπειλεῖ μέ συλλήψεις καί ἐξορίες ὅσους τολμοῦν νά μιλοῦν γιά τούς φόρους. bbox=[4, 684, 242, 813]
article-headline: Η ΠΡΩΤΗ ΑΥΓΟΥΣΤΟΥ ΣΤΗ ΔΡΑΜΑ bbox=[528, 998, 763, 1015]
article-subhead: Η ΣΥΜΦΩΝΙΑ ΚΑΦΦΑΝΑΧΡΗ - ΜΟΛΛΑΦ bbox=[1143, 448, 1337, 460]
column-rule bbox=[1115, 52, 1116, 2250]
article-text: Ἐδῶ τά ἔχει ὅλα ὁ πρόεδρος τῆς κοινότητας, πού συνεργάζεται μέ τή χωροφυλακή καί μέ τόν τοκογλύφο τοῦ χωριοῦ. Ὅμως οἱ ἀγρότες δέν φοβοῦνται πιά καί δέν θά σταματήσουν τόν ἀγώνα τους ὡσότου πάρουν πίσω τά χωράφια πού τούς ἄρπαξαν. Ὅλοι ξέρουν πώς οἱ θρασύδειλοι τρέμουν μπροστά στή δύναμη τῶν ἑνωμένων φτωχῶν. bbox=[4, 816, 242, 944]
article-headline: ΠΩΣ Η ΛΗΣΤΡΙΚΗ ΕΤΑΙΡΕΙΑ ΠΑΟΥΕΡ ΣΚΟΤΩΣΕ ΤΟΝ ΕΡΓΑΤΗ ΑΛΕΞΑΝΔΡΟ ΜΠΟΝ bbox=[525, 310, 1079, 352]
article-text: Οἱ ἡγέτες σας σᾶς κρατοῦν μακριά ἀπ᾽ τό Κόμμα καί σᾶς σπρώχνουν στή διάσπαση. Ἐλᾶτε στίς γραμμές τοῦ Κομμουνιστικοῦ Κόμματος, πού εἶναι τό μόνο κόμμα τῆς ἐργατικῆς τάξης. bbox=[252, 1292, 484, 1364]
column-rule bbox=[247, 52, 248, 2250]
divider bbox=[4, 661, 242, 662]
